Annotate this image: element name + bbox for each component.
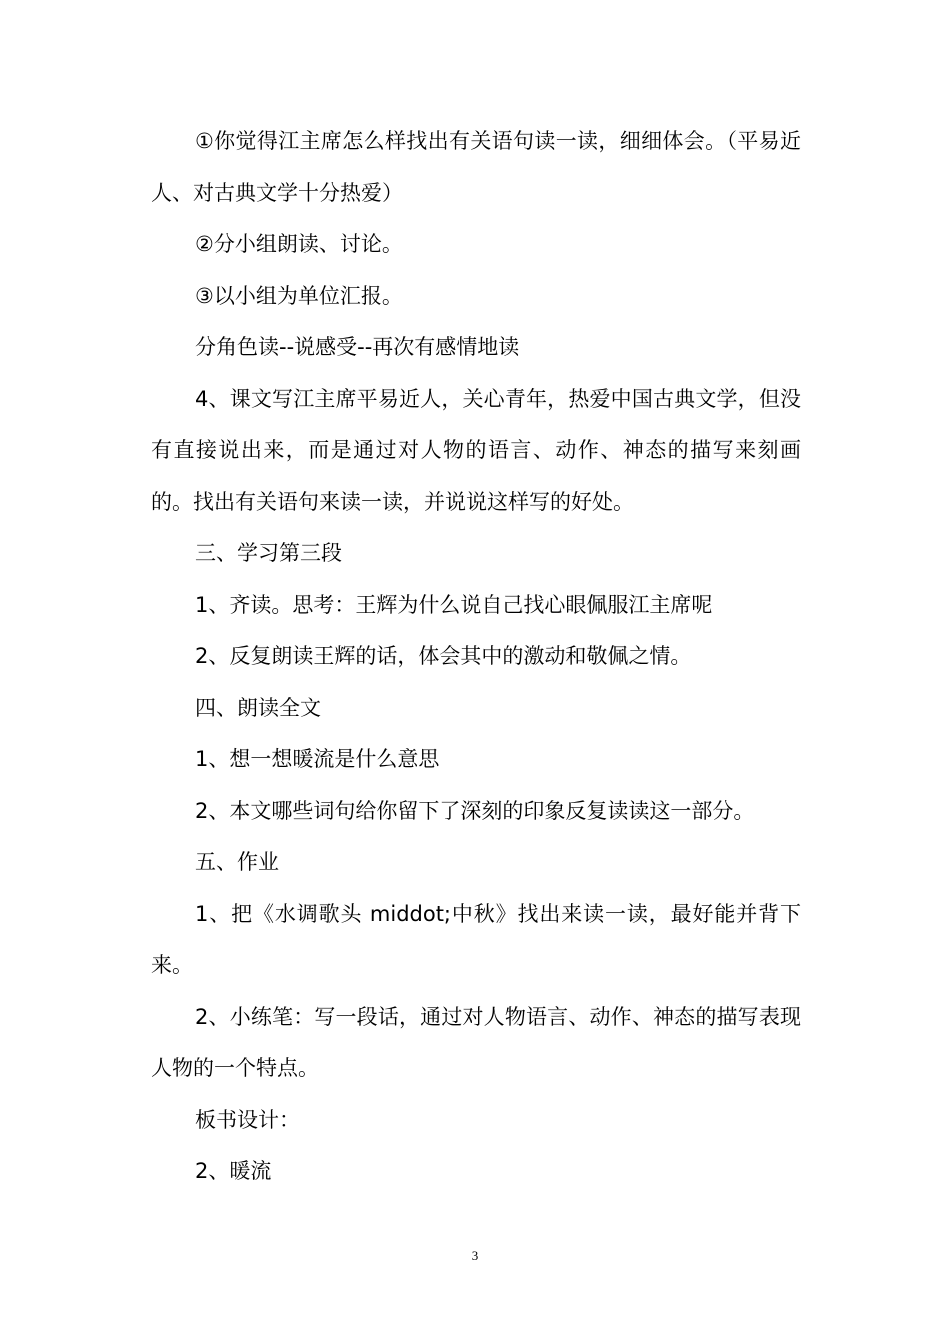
paragraph-role-reading: 分角色读--说感受--再次有感情地读 bbox=[195, 335, 520, 359]
paragraph-question-2: ②分小组朗读、讨论。 bbox=[195, 232, 403, 256]
paragraph-board-item: 2、暖流 bbox=[195, 1159, 272, 1183]
paragraph-section-4-item-2: 2、本文哪些词句给你留下了深刻的印象反复读读这一部分。 bbox=[195, 798, 755, 823]
paragraph-section-3-item-1: 1、齐读。思考：王辉为什么说自己找心眼佩服江主席呢 bbox=[195, 592, 713, 617]
document-body bbox=[151, 116, 801, 1198]
paragraph-section-3-item-2: 2、反复朗读王辉的话，体会其中的激动和敬佩之情。 bbox=[195, 644, 692, 668]
paragraph-question-1: ①你觉得江主席怎么样找出有关语句读一读，细细体会。（平易近人、对古典文学十分热爱） bbox=[151, 129, 801, 205]
heading-section-4: 四、朗读全文 bbox=[195, 695, 321, 720]
heading-section-5: 五、作业 bbox=[195, 850, 279, 874]
page-number: 3 bbox=[471, 1248, 479, 1263]
paragraph-section-4-item-1: 1、想一想暖流是什么意思 bbox=[195, 747, 440, 771]
heading-board-design: 板书设计： bbox=[195, 1107, 300, 1132]
paragraph-step-4: 4、课文写江主席平易近人，关心青年，热爱中国古典文学，但没有直接说出来，而是通过对人物的语言、动作、神态的描写来刻画的。找出有关语句来读一读，并说说这样写的好处。 bbox=[151, 386, 801, 514]
heading-section-3: 三、学习第三段 bbox=[195, 541, 342, 565]
paragraph-homework-2: 2、小练笔：写一段话，通过对人物语言、动作、神态的描写表现人物的一个特点。 bbox=[151, 1004, 801, 1080]
paragraph-homework-1: 1、把《水调歌头 middot;中秋》找出来读一读，最好能并背下来。 bbox=[151, 901, 801, 977]
paragraph-question-3: ③以小组为单位汇报。 bbox=[195, 283, 403, 308]
